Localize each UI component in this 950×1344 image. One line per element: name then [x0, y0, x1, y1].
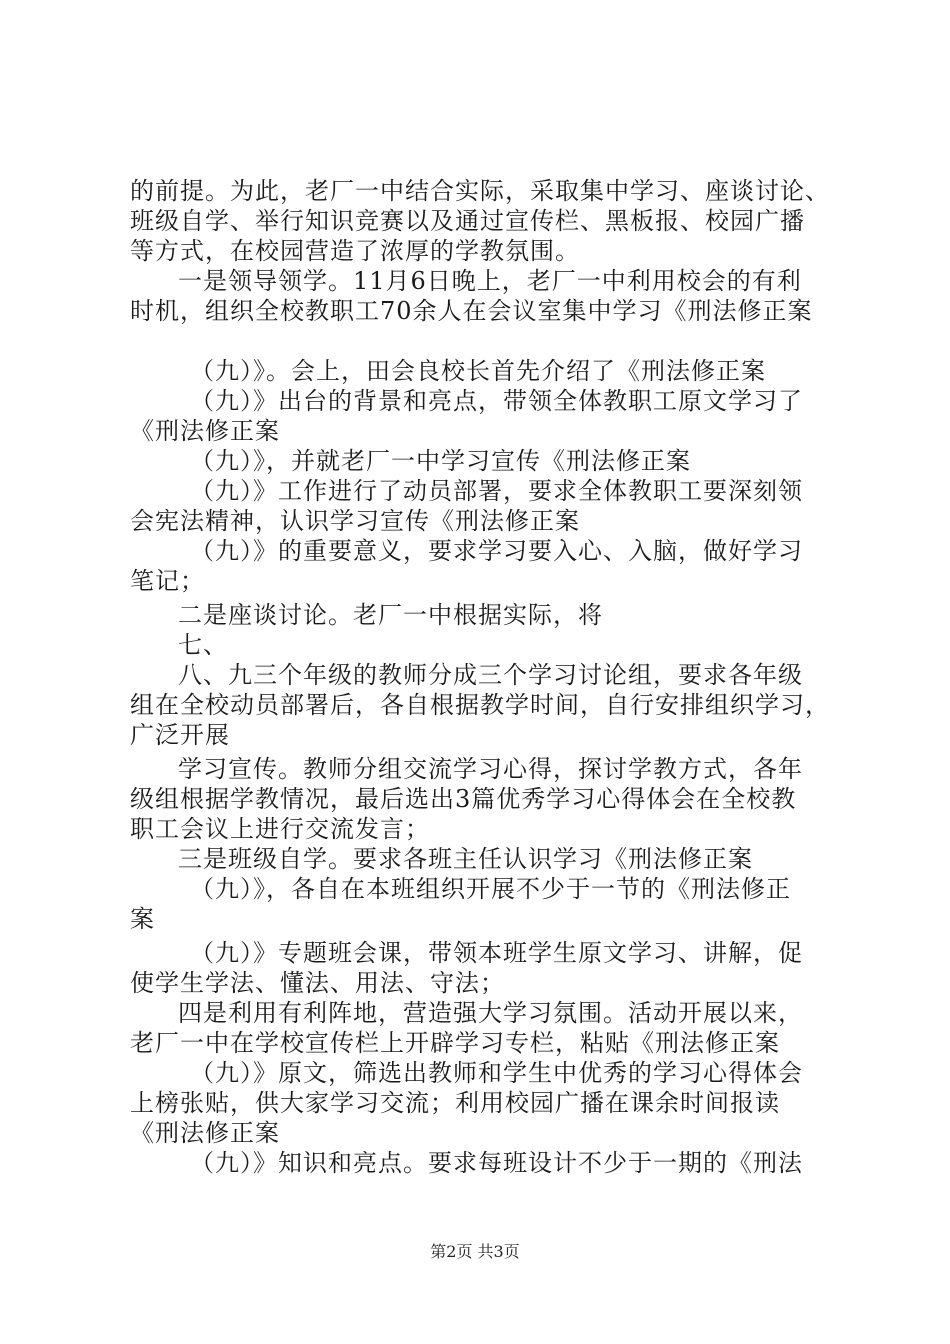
- text-line: 八、九三个年级的教师分成三个学习讨论组，要求各年级: [178, 661, 803, 689]
- text-line: （九）》工作进行了动员部署，要求全体教职工要深刻领: [190, 477, 803, 505]
- text-line: 会宪法精神，认识学习宣传《刑法修正案: [130, 507, 580, 535]
- text-line: 案: [130, 905, 155, 933]
- text-line: 级组根据学教情况，最后选出3篇优秀学习心得体会在全校教: [130, 785, 797, 813]
- text-line: （九）》知识和亮点。要求每班设计不少于一期的《刑法: [190, 1149, 803, 1177]
- text-line: （九）》专题班会课，带领本班学生原文学习、讲解，促: [190, 939, 803, 967]
- text-line: 老厂一中在学校宣传栏上开辟学习专栏，粘贴《刑法修正案: [130, 1029, 780, 1057]
- text-line: 等方式，在校园营造了浓厚的学教氛围。: [130, 237, 580, 265]
- text-line: 二是座谈讨论。老厂一中根据实际，将: [178, 601, 603, 629]
- text-line: 笔记；: [130, 567, 205, 595]
- text-line: （九）》，并就老厂一中学习宣传《刑法修正案: [190, 447, 691, 475]
- text-line: 使学生学法、懂法、用法、守法；: [130, 969, 505, 997]
- text-line: （九）》的重要意义，要求学习要入心、入脑，做好学习: [190, 537, 803, 565]
- text-line: 职工会议上进行交流发言；: [130, 815, 430, 843]
- text-line: 一是领导领学。11月6日晚上，老厂一中利用校会的有利: [178, 267, 802, 295]
- text-line: 三是班级自学。要求各班主任认识学习《刑法修正案: [178, 845, 753, 873]
- text-line: 七、: [178, 631, 228, 659]
- page-footer: 第2页 共3页: [430, 1242, 520, 1261]
- text-line: 时机，组织全校教职工70余人在会议室集中学习《刑法修正案: [130, 297, 813, 325]
- text-line: （九）》原文，筛选出教师和学生中优秀的学习心得体会: [190, 1059, 803, 1087]
- text-line: 组在全校动员部署后，各自根据教学时间，自行安排组织学习，: [130, 691, 830, 719]
- text-line: 的前提。为此，老厂一中结合实际，采取集中学习、座谈讨论、: [130, 177, 830, 205]
- text-line: 四是利用有利阵地，营造强大学习氛围。活动开展以来，: [178, 999, 803, 1027]
- text-line: 《刑法修正案: [130, 1119, 280, 1147]
- text-line: 学习宣传。教师分组交流学习心得，探讨学教方式，各年: [178, 755, 803, 783]
- text-line: 《刑法修正案: [130, 417, 280, 445]
- text-line: （九）》，各自在本班组织开展不少于一节的《刑法修正: [190, 875, 791, 903]
- text-line: （九）》。会上，田会良校长首先介绍了《刑法修正案: [190, 357, 766, 385]
- text-line: 广泛开展: [130, 721, 230, 749]
- text-line: 班级自学、举行知识竞赛以及通过宣传栏、黑板报、校园广播: [130, 207, 805, 235]
- document-body: [130, 176, 850, 1178]
- text-line: （九）》出台的背景和亮点，带领全体教职工原文学习了: [190, 387, 803, 415]
- text-line: 上榜张贴，供大家学习交流；利用校园广播在课余时间报读: [130, 1089, 780, 1117]
